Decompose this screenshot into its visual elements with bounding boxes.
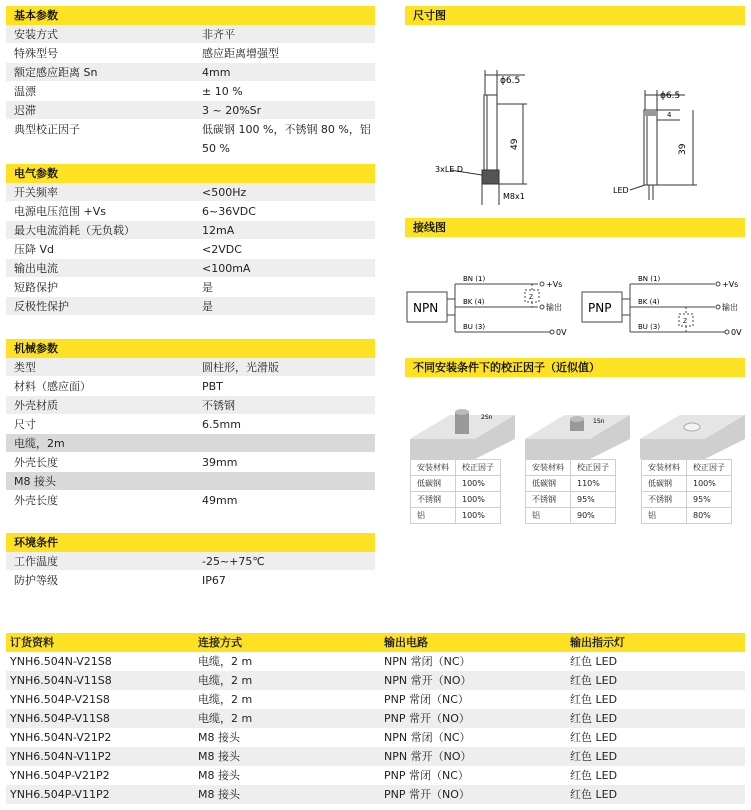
order-cell: NPN 常开（NO）	[384, 674, 472, 687]
param-row	[6, 297, 375, 316]
pnp-vs: +Vs	[722, 280, 739, 289]
npn-z: Z	[529, 294, 534, 301]
dimension-section	[405, 6, 745, 205]
pnp-zero: 0V	[731, 328, 742, 337]
order-cell: M8 接头	[198, 769, 240, 782]
npn-out: 输出	[546, 303, 562, 312]
factor-material: 不锈钢	[411, 492, 456, 508]
param-label: 电缆，2m	[14, 437, 65, 450]
param-value: 圆柱形，光滑版	[202, 361, 279, 374]
order-cell: PNP 常闭（NC）	[384, 769, 469, 782]
order-cell: 红色 LED	[570, 712, 618, 725]
param-value: -25~+75℃	[202, 555, 265, 568]
param-row	[6, 63, 375, 82]
dim-led-1: 3xLE D	[435, 165, 464, 174]
param-label: 工作温度	[14, 555, 58, 568]
factor-th: 校正因子	[571, 460, 616, 476]
param-row	[6, 259, 375, 278]
order-cell: 红色 LED	[570, 674, 618, 687]
pnp-out: 输出	[722, 303, 738, 312]
param-value: 感应距离增强型	[202, 47, 279, 60]
npn-label: NPN	[413, 301, 439, 315]
param-label: 尺寸	[14, 418, 36, 431]
basic-params-header: 基本参数	[6, 6, 375, 25]
param-row	[6, 552, 375, 571]
dim-sense: 4	[667, 111, 672, 119]
param-value: PBT	[202, 380, 223, 393]
param-label: 最大电流消耗（无负载）	[14, 224, 135, 237]
param-label: 外壳长度	[14, 494, 58, 507]
param-value	[202, 434, 375, 452]
param-value: IP67	[202, 574, 226, 587]
param-row	[6, 240, 375, 259]
factor-th: 安装材料	[526, 460, 571, 476]
order-cell: YNH6.504P-V11P2	[10, 788, 110, 801]
param-value: 是	[202, 281, 213, 294]
order-header-model: 订货资料	[10, 636, 54, 649]
factor-header: 不同安装条件下的校正因子（近似值）	[405, 358, 745, 377]
order-cell: 红色 LED	[570, 693, 618, 706]
param-label: 防护等级	[14, 574, 58, 587]
factor-value: 100%	[456, 492, 501, 508]
factor-th: 校正因子	[687, 460, 732, 476]
param-value: <500Hz	[202, 186, 247, 199]
dim-led-2: LED	[613, 186, 629, 195]
param-row	[6, 82, 375, 101]
param-label: 开关频率	[14, 186, 58, 199]
order-cell: 红色 LED	[570, 750, 618, 763]
order-cell: 红色 LED	[570, 788, 618, 801]
dim-len-2: 39	[678, 143, 688, 155]
order-cell: YNH6.504P-V21S8	[10, 693, 110, 706]
param-value: 6.5mm	[202, 418, 241, 431]
pnp-bu: BU (3)	[638, 323, 661, 331]
param-label: 短路保护	[14, 281, 58, 294]
mounting-illustrations	[405, 377, 745, 467]
param-row	[6, 101, 375, 120]
order-cell: PNP 常闭（NC）	[384, 693, 469, 706]
factor-material: 不锈钢	[526, 492, 571, 508]
param-label: 额定感应距离 Sn	[14, 66, 98, 79]
param-label: 安装方式	[14, 28, 58, 41]
dimension-header: 尺寸图	[405, 6, 745, 25]
env-header: 环境条件	[6, 533, 375, 552]
param-row	[6, 183, 375, 202]
factor-th: 安装材料	[411, 460, 456, 476]
dim-len-1: 49	[510, 138, 520, 150]
param-row	[6, 472, 375, 491]
pnp-z: Z	[683, 318, 688, 325]
factor-material: 铝	[411, 508, 456, 524]
order-row	[6, 671, 745, 690]
factor-th: 安装材料	[642, 460, 687, 476]
dim-phi-1: ϕ6.5	[500, 76, 521, 86]
npn-bu: BU (3)	[463, 323, 486, 331]
factor-material: 低碳钢	[411, 476, 456, 492]
order-cell: 电缆，2 m	[198, 674, 253, 687]
param-value: 非齐平	[202, 28, 235, 41]
param-label: 输出电流	[14, 262, 58, 275]
param-label: 材料（感应面）	[14, 380, 91, 393]
param-label: 温漂	[14, 85, 36, 98]
order-cell: YNH6.504P-V11S8	[10, 712, 110, 725]
mech-params-section	[6, 339, 375, 510]
factor-value: 100%	[456, 508, 501, 524]
param-label: 压降 Vd	[14, 243, 55, 256]
factor-value: 100%	[456, 476, 501, 492]
param-row	[6, 221, 375, 240]
param-label: 典型校正因子	[14, 123, 80, 136]
npn-bk: BK (4)	[463, 298, 485, 306]
factor-material: 铝	[642, 508, 687, 524]
factor-section	[405, 358, 745, 467]
order-cell: YNH6.504N-V21S8	[10, 655, 112, 668]
pnp-bn: BN (1)	[638, 275, 661, 283]
param-row	[6, 25, 375, 44]
order-table	[6, 633, 745, 804]
order-header-connection: 连接方式	[198, 636, 242, 649]
basic-params-section	[6, 6, 375, 155]
param-label: 外壳材质	[14, 399, 58, 412]
param-row	[6, 491, 375, 510]
factor-value: 100%	[687, 476, 732, 492]
order-cell: 电缆，2 m	[198, 712, 253, 725]
pnp-bk: BK (4)	[638, 298, 660, 306]
param-row	[6, 396, 375, 415]
order-row	[6, 652, 745, 671]
order-header	[6, 633, 745, 652]
param-row	[6, 453, 375, 472]
factor-table	[525, 459, 616, 524]
param-label: M8 接头	[14, 475, 56, 488]
order-cell: M8 接头	[198, 788, 240, 801]
param-row	[6, 377, 375, 396]
order-row	[6, 766, 745, 785]
order-row	[6, 785, 745, 804]
factor-material: 不锈钢	[642, 492, 687, 508]
npn-bn: BN (1)	[463, 275, 486, 283]
wiring-diagram	[405, 237, 745, 347]
order-cell: NPN 常闭（NC）	[384, 655, 471, 668]
factor-material: 低碳钢	[642, 476, 687, 492]
param-row	[6, 434, 375, 453]
param-value: <2VDC	[202, 243, 242, 256]
param-label: 电源电压范围 +Vs	[14, 205, 106, 218]
factor-table	[641, 459, 732, 524]
sn-label-1: 2Sn	[481, 414, 493, 421]
order-row	[6, 690, 745, 709]
factor-material: 铝	[526, 508, 571, 524]
param-value	[202, 472, 375, 490]
order-cell: 红色 LED	[570, 655, 618, 668]
param-value: 39mm	[202, 456, 238, 469]
param-row	[6, 120, 375, 155]
factor-material: 低碳钢	[526, 476, 571, 492]
pnp-label: PNP	[588, 301, 612, 315]
order-cell: YNH6.504N-V21P2	[10, 731, 112, 744]
order-cell: NPN 常开（NO）	[384, 750, 472, 763]
order-cell: 红色 LED	[570, 731, 618, 744]
npn-zero: 0V	[556, 328, 567, 337]
electric-params-section	[6, 164, 375, 316]
factor-table	[410, 459, 501, 524]
param-value: 49mm	[202, 494, 238, 507]
param-value: 不锈钢	[202, 399, 235, 412]
param-value: 是	[202, 300, 213, 313]
param-label: 迟滞	[14, 104, 36, 117]
order-header-led: 输出指示灯	[570, 636, 625, 649]
param-value: 3 ~ 20%Sr	[202, 104, 262, 117]
factor-value: 80%	[687, 508, 732, 524]
order-cell: 红色 LED	[570, 769, 618, 782]
electric-params-header: 电气参数	[6, 164, 375, 183]
npn-vs: +Vs	[546, 280, 563, 289]
param-value: 4mm	[202, 66, 231, 79]
env-section	[6, 533, 375, 590]
wiring-header: 接线图	[405, 218, 745, 237]
factor-value: 95%	[687, 492, 732, 508]
param-row	[6, 571, 375, 590]
param-label: 类型	[14, 361, 36, 374]
param-row	[6, 278, 375, 297]
order-cell: 电缆，2 m	[198, 693, 253, 706]
order-cell: NPN 常闭（NC）	[384, 731, 471, 744]
factor-value: 95%	[571, 492, 616, 508]
order-cell: YNH6.504N-V11S8	[10, 674, 112, 687]
param-row	[6, 202, 375, 221]
factor-value: 110%	[571, 476, 616, 492]
order-cell: YNH6.504N-V11P2	[10, 750, 112, 763]
param-row	[6, 44, 375, 63]
param-value: 12mA	[202, 224, 235, 237]
order-cell: M8 接头	[198, 750, 240, 763]
wiring-section	[405, 218, 745, 347]
order-cell: YNH6.504P-V21P2	[10, 769, 110, 782]
param-label: 特殊型号	[14, 47, 58, 60]
order-row	[6, 728, 745, 747]
order-cell: M8 接头	[198, 731, 240, 744]
dim-phi-2: ϕ6.5	[660, 91, 681, 101]
factor-value: 90%	[571, 508, 616, 524]
param-label: 反极性保护	[14, 300, 69, 313]
param-value: ± 10 %	[202, 85, 243, 98]
order-cell: PNP 常开（NO）	[384, 712, 470, 725]
order-cell: PNP 常开（NO）	[384, 788, 470, 801]
param-value: 6~36VDC	[202, 205, 256, 218]
param-label: 外壳长度	[14, 456, 58, 469]
param-row	[6, 415, 375, 434]
dimension-drawing	[405, 25, 745, 205]
sn-label-2: 1Sn	[593, 418, 605, 425]
mech-params-header: 机械参数	[6, 339, 375, 358]
dim-m8: M8x1	[503, 192, 525, 201]
param-value: 低碳钢 100 %，不锈钢 80 %，铝 50 %	[202, 123, 371, 155]
order-row	[6, 709, 745, 728]
param-row	[6, 358, 375, 377]
order-header-output: 输出电路	[384, 636, 428, 649]
param-value: <100mA	[202, 262, 251, 275]
factor-th: 校正因子	[456, 460, 501, 476]
order-cell: 电缆，2 m	[198, 655, 253, 668]
order-row	[6, 747, 745, 766]
